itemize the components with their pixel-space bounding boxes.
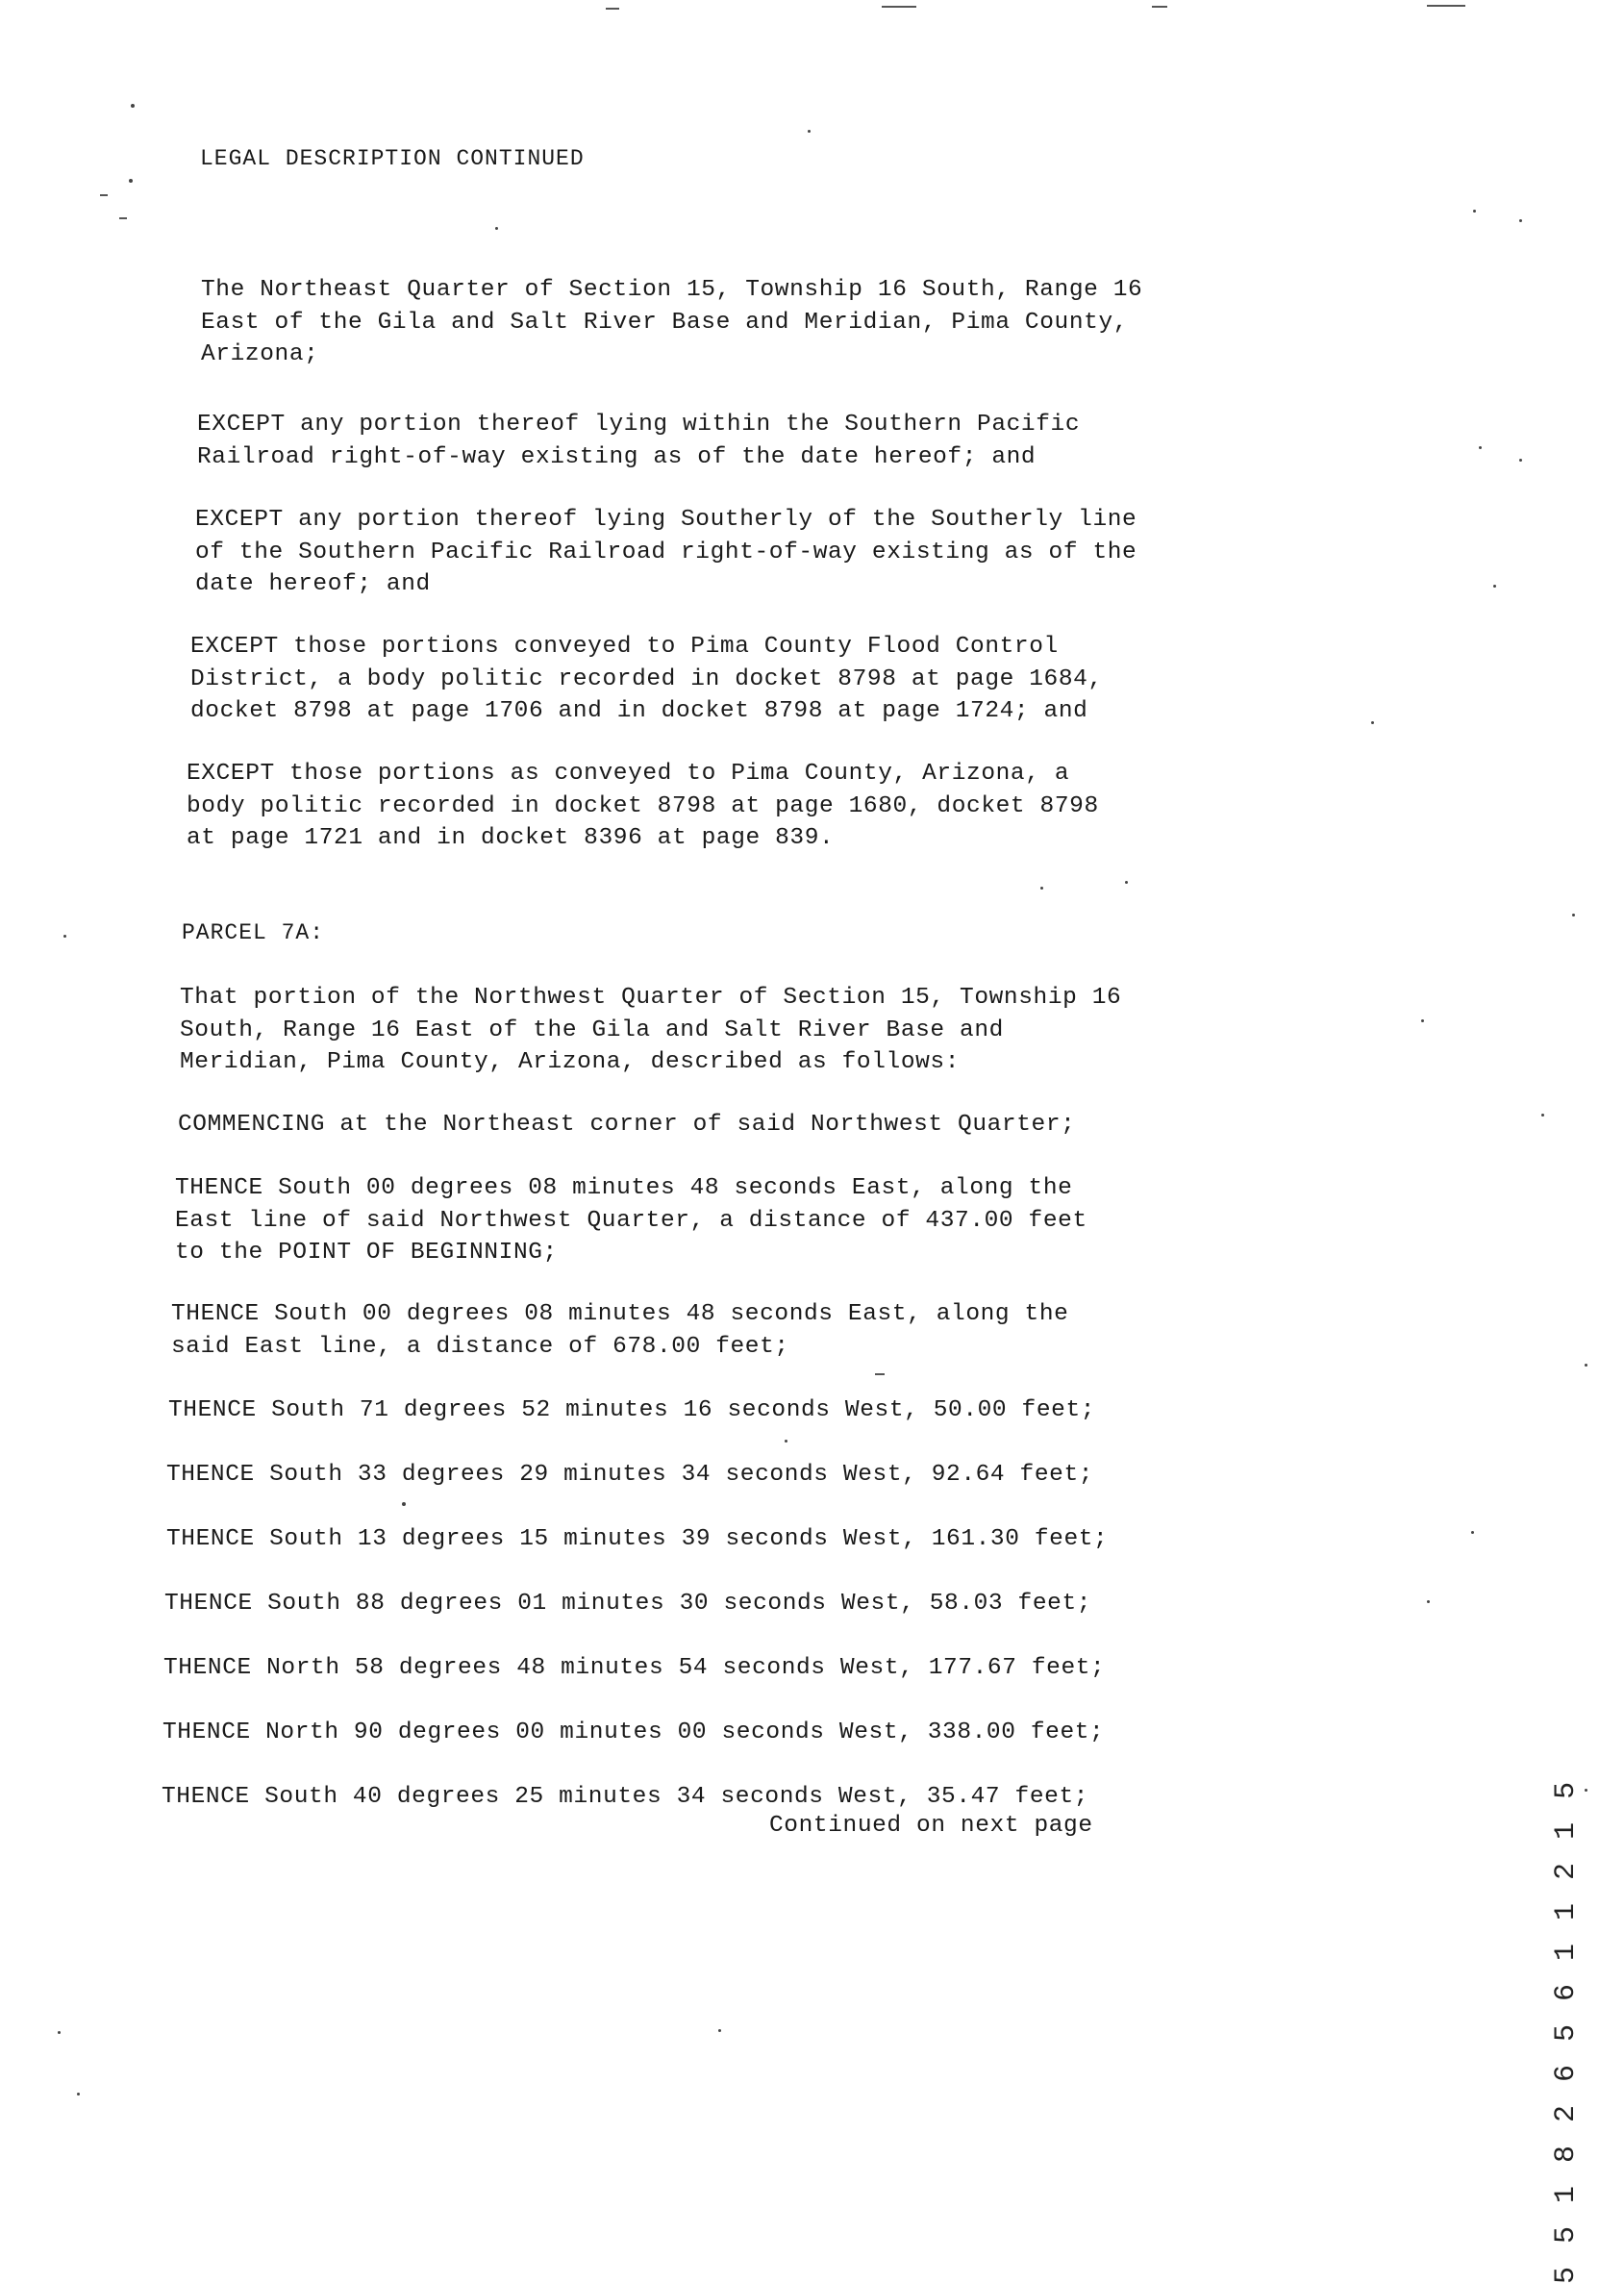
scan-speck	[785, 1440, 787, 1443]
scan-speck	[1371, 721, 1374, 724]
call-2: THENCE South 00 degrees 08 minutes 48 seconds East, along the said East line, a distance of 678.00 feet;	[171, 1301, 1069, 1360]
paragraph-except-railroad: EXCEPT any portion thereof lying within the Southern Pacific Railroad right-of-way existing as of the date hereof; and	[197, 412, 1081, 470]
scan-mark	[875, 1373, 885, 1375]
scan-mark	[1152, 6, 1167, 8]
call-1: THENCE South 00 degrees 08 minutes 48 seconds East, along the East line of said Northwest Quarter, a distance of 437.00 feet to the POINT OF BEGINNING;	[175, 1175, 1087, 1266]
parcel-heading: PARCEL 7A:	[182, 920, 325, 945]
call-7: THENCE North 58 degrees 48 minutes 54 seconds West, 177.67 feet;	[163, 1655, 1106, 1681]
scan-speck	[131, 104, 135, 108]
scan-mark	[1427, 5, 1465, 7]
call-9: THENCE South 40 degrees 25 minutes 34 seconds West, 35.47 feet;	[162, 1784, 1089, 1810]
scan-mark	[100, 194, 108, 196]
parcel-intro: That portion of the Northwest Quarter of Section 15, Township 16 South, Range 16 East of the Gila and Salt River Base and Meridian, Pima County, Arizona, described as follows:	[180, 985, 1122, 1075]
scan-speck	[1421, 1019, 1424, 1022]
scan-speck	[58, 2031, 61, 2034]
scan-speck	[1541, 1114, 1544, 1117]
commencing-clause: COMMENCING at the Northeast corner of said Northwest Quarter;	[178, 1112, 1076, 1138]
call-6: THENCE South 88 degrees 01 minutes 30 seconds West, 58.03 feet;	[164, 1591, 1092, 1617]
scan-speck	[1125, 881, 1128, 884]
recording-number: 5 5 1 8 2 6 5 6 1 1 2 1 5	[1550, 1778, 1583, 2284]
scan-speck	[1585, 1364, 1587, 1367]
call-5: THENCE South 13 degrees 15 minutes 39 seconds West, 161.30 feet;	[166, 1526, 1109, 1552]
scan-speck	[1471, 1531, 1474, 1534]
call-4: THENCE South 33 degrees 29 minutes 34 seconds West, 92.64 feet;	[166, 1462, 1094, 1488]
scan-speck	[808, 130, 811, 133]
scan-mark	[119, 217, 127, 219]
scan-speck	[718, 2029, 721, 2032]
paragraph-except-southerly: EXCEPT any portion thereof lying Southerly of the Southerly line of the Southern Pacific Railroad right-of-way existing as of the date hereof; and	[195, 507, 1137, 597]
paragraph-except-pima-county: EXCEPT those portions as conveyed to Pima County, Arizona, a body politic recorded in docket 8798 at page 1680, docket 8798 at page 1721 and in docket 8396 at page 839.	[187, 761, 1099, 851]
scan-speck	[402, 1502, 406, 1506]
scan-speck	[1519, 219, 1522, 222]
call-3: THENCE South 71 degrees 52 minutes 16 seconds West, 50.00 feet;	[168, 1397, 1096, 1423]
scan-speck	[1427, 1600, 1430, 1603]
scan-speck	[77, 2093, 80, 2096]
paragraph-except-flood-control: EXCEPT those portions conveyed to Pima County Flood Control District, a body politic recorded in docket 8798 at page 1684, docket 8798 at page 1706 and in docket 8798 at page 1724; and	[190, 634, 1103, 724]
scan-speck	[495, 227, 498, 230]
call-8: THENCE North 90 degrees 00 minutes 00 seconds West, 338.00 feet;	[162, 1719, 1105, 1745]
scan-speck	[1519, 459, 1522, 462]
scan-speck	[1473, 210, 1476, 213]
scan-speck	[63, 935, 66, 938]
paragraph-northeast-quarter: The Northeast Quarter of Section 15, Township 16 South, Range 16 East of the Gila and Salt River Base and Meridian, Pima County, Arizona;	[201, 277, 1143, 367]
scan-speck	[1493, 585, 1496, 588]
page-header: LEGAL DESCRIPTION CONTINUED	[200, 146, 585, 171]
scan-mark	[606, 8, 619, 10]
scan-mark	[882, 6, 916, 8]
scan-speck	[1040, 887, 1043, 890]
scan-speck	[129, 179, 133, 183]
scan-speck	[1572, 914, 1575, 916]
continued-note: Continued on next page	[769, 1813, 1093, 1839]
recording-number-stamp	[1550, 1524, 1588, 2284]
scan-speck	[1479, 446, 1482, 449]
scan-speck	[1585, 1789, 1587, 1792]
